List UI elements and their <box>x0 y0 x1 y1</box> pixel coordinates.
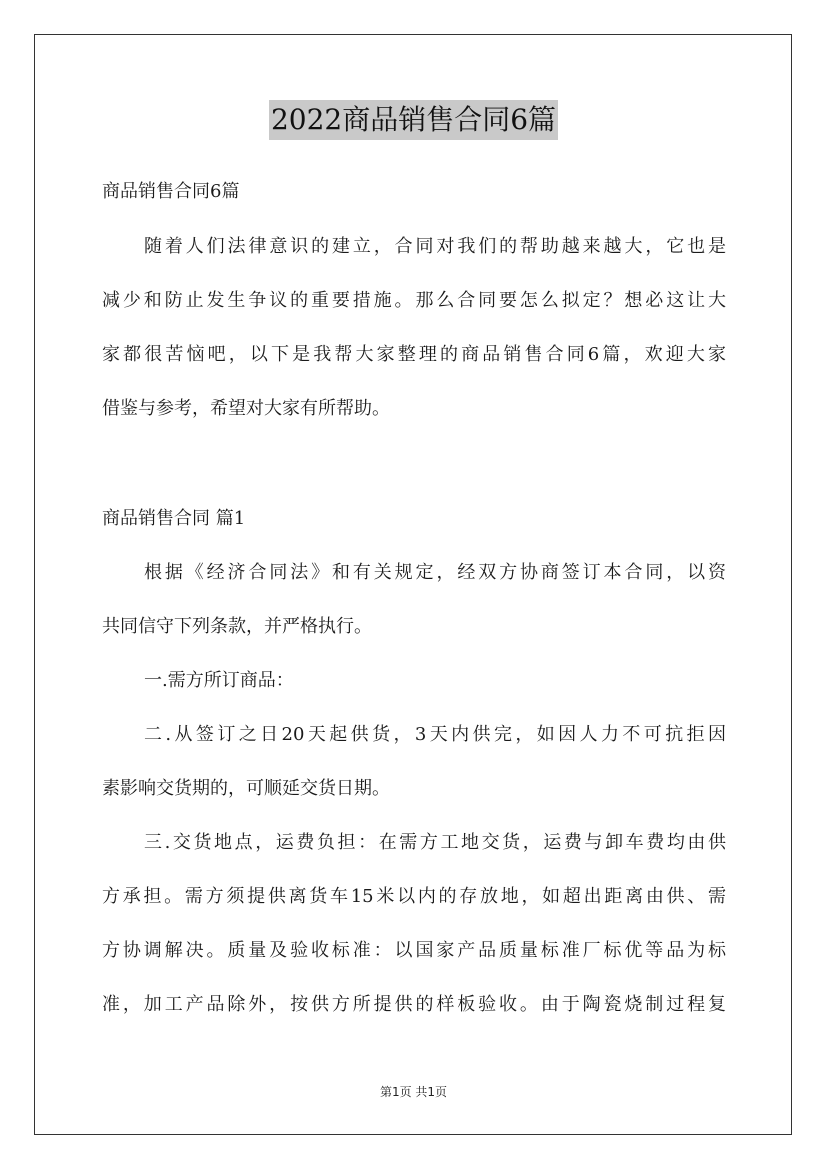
body-line-7: 方承担。需方须提供离货车15米以内的存放地，如超出距离由供、需 <box>102 886 726 907</box>
body-line-4: 二.从签订之日20天起供货，3天内供完，如因人力不可抗拒因 <box>144 724 726 745</box>
body-line-6: 三.交货地点，运费负担：在需方工地交货，运费与卸车费均由供 <box>144 832 726 853</box>
document-subtitle: 商品销售合同6篇 <box>102 181 240 202</box>
body-line-5: 素影响交货期的，可顺延交货日期。 <box>102 778 390 799</box>
body-line-3: 一.需方所订商品： <box>144 670 294 691</box>
document-title: 2022商品销售合同6篇 <box>269 100 558 140</box>
intro-line-4: 借鉴与参考，希望对大家有所帮助。 <box>102 398 390 419</box>
body-line-2: 共同信守下列条款，并严格执行。 <box>102 616 372 637</box>
section-heading: 商品销售合同 篇1 <box>102 508 246 529</box>
body-line-1: 根据《经济合同法》和有关规定，经双方协商签订本合同，以资 <box>144 562 726 583</box>
page-footer: 第1页 共1页 <box>379 1085 448 1099</box>
title-container <box>0 100 827 140</box>
body-line-9: 准，加工产品除外，按供方所提供的样板验收。由于陶瓷烧制过程复 <box>102 994 726 1015</box>
body-line-8: 方协调解决。质量及验收标准：以国家产品质量标准厂标优等品为标 <box>102 940 726 961</box>
intro-line-1: 随着人们法律意识的建立，合同对我们的帮助越来越大，它也是 <box>144 236 726 257</box>
intro-line-2: 减少和防止发生争议的重要措施。那么合同要怎么拟定？想必这让大 <box>102 290 726 311</box>
intro-line-3: 家都很苦恼吧，以下是我帮大家整理的商品销售合同6篇，欢迎大家 <box>102 344 726 365</box>
